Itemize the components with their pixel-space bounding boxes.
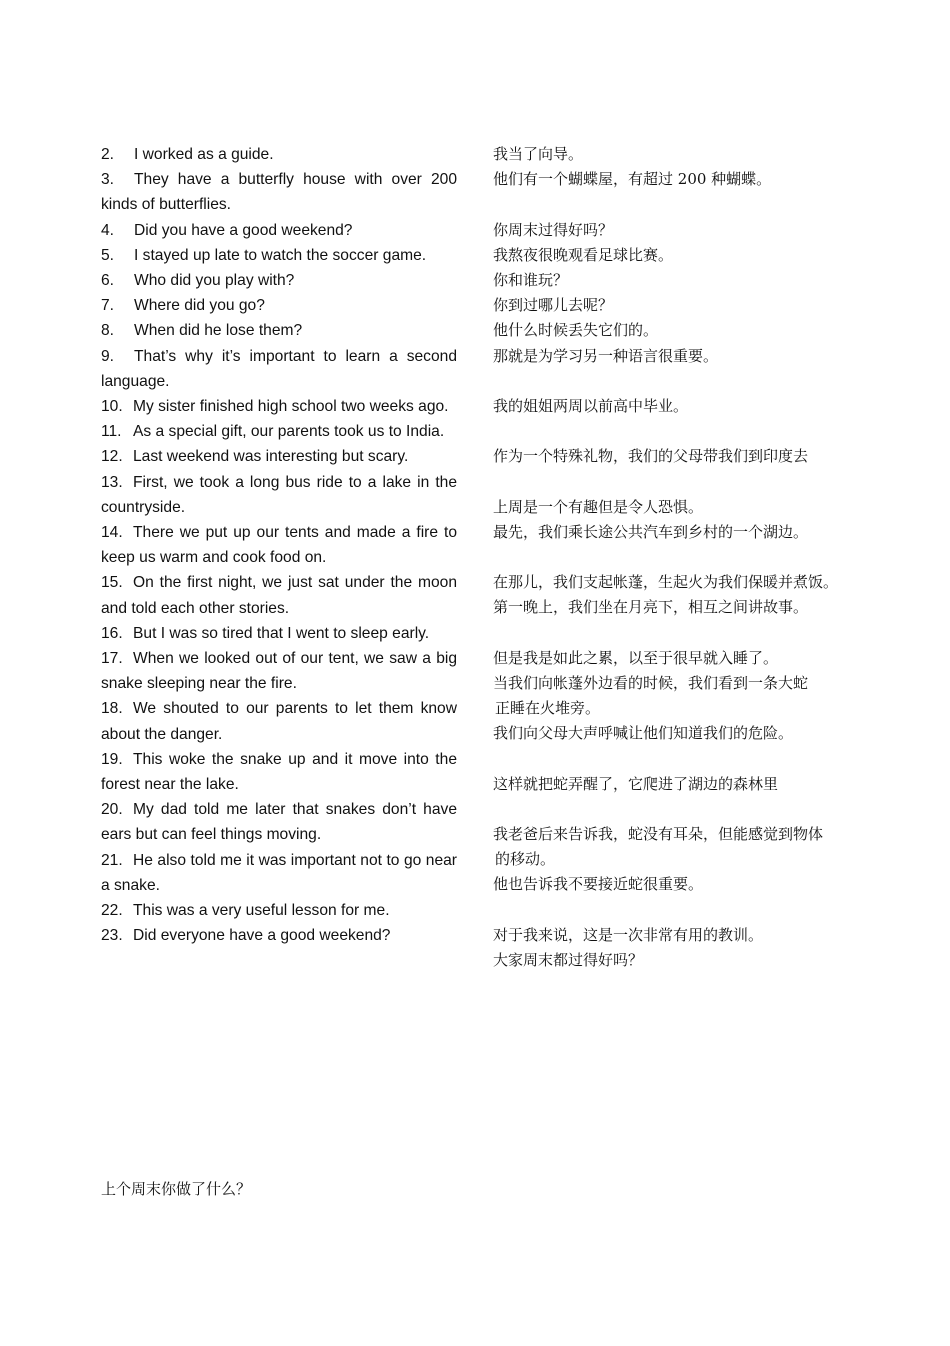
translation-line: 他也告诉我不要接近蛇很重要。 <box>493 875 704 894</box>
translation-line: 你周末过得好吗？ <box>493 220 614 239</box>
english-sentence <box>101 268 457 293</box>
footer-question: 上个周末你做了什么？ <box>101 1180 252 1198</box>
sentence-number: 8. <box>101 322 115 340</box>
sentence-number: 11. <box>101 423 122 441</box>
sentence-number: 22. <box>101 902 123 920</box>
english-sentence <box>101 293 457 318</box>
translation-line: 对于我来说，这是一次非常有用的教训。 <box>493 925 764 944</box>
english-sentence <box>101 696 457 746</box>
translation-line: 作为一个特殊礼物，我们的父母带我们到印度去 <box>493 447 809 466</box>
english-sentence <box>101 923 457 948</box>
sentence-text: We shouted to our parents to let them know about the danger. <box>101 700 457 743</box>
english-sentence-list <box>101 142 457 949</box>
translation-line: 第一晚上，我们坐在月亮下，相互之间讲故事。 <box>493 598 809 617</box>
translation-line <box>493 797 873 822</box>
sentence-text: He also told me it was important not to go near a snake. <box>101 851 457 894</box>
sentence-number: 14. <box>101 524 123 542</box>
english-sentence <box>101 797 457 847</box>
translation-line: 他们有一个蝴蝶屋，有超过 200 种蝴蝶。 <box>493 170 772 189</box>
sentence-text: When we looked out of our tent, we saw a big snake sleeping near the fire. <box>101 650 457 693</box>
sentence-text: I worked as a guide. <box>134 146 274 163</box>
sentence-text: Did everyone have a good weekend? <box>133 927 391 945</box>
sentence-number: 6. <box>101 272 115 290</box>
translation-line: 那就是为学习另一种语言很重要。 <box>493 346 719 365</box>
english-sentence <box>101 747 457 797</box>
sentence-number: 17. <box>101 650 123 668</box>
translation-line <box>493 747 873 772</box>
translation-line <box>493 469 873 494</box>
translation-line: 我老爸后来告诉我，蛇没有耳朵，但能感觉到物体 <box>493 825 824 844</box>
english-sentence <box>101 470 457 520</box>
english-sentence <box>101 344 457 394</box>
english-sentence <box>101 394 457 419</box>
sentence-number: 23. <box>101 927 123 945</box>
sentence-text: There we put up our tents and made a fire to keep us warm and cook food on. <box>101 524 457 567</box>
sentence-text: My sister finished high school two weeks ago. <box>133 398 449 416</box>
sentence-number: 18. <box>101 700 123 718</box>
sentence-number: 13. <box>101 473 123 491</box>
english-sentence <box>101 318 457 343</box>
translation-line: 你到过哪儿去呢？ <box>493 296 614 315</box>
sentence-text: Where did you go? <box>134 297 265 315</box>
sentence-text: This was a very useful lesson for me. <box>133 902 390 920</box>
translation-line: 在那儿，我们支起帐蓬，生起火为我们保暖并煮饭。 <box>493 573 839 592</box>
translation-line: 但是我是如此之累，以至于很早就入睡了。 <box>493 648 779 667</box>
sentence-number: 9. <box>101 347 115 365</box>
english-sentence <box>101 444 457 469</box>
translation-line <box>493 369 873 394</box>
translation-line: 他什么时候丢失它们的。 <box>493 321 659 340</box>
translation-line: 的移动。 <box>495 850 556 869</box>
translation-line <box>493 419 873 444</box>
sentence-text: My dad told me later that snakes don’t have ears but can feel things moving. <box>101 801 457 844</box>
translation-line: 我的姐姐两周以前高中毕业。 <box>493 396 689 415</box>
translation-line: 上周是一个有趣但是令人恐惧。 <box>493 497 704 516</box>
translation-line: 这样就把蛇弄醒了，它爬进了湖边的森林里 <box>493 774 779 793</box>
english-sentence <box>101 570 457 620</box>
sentence-number: 20. <box>101 801 123 819</box>
translation-line: 我当了向导。 <box>493 145 584 163</box>
english-sentence <box>101 243 457 268</box>
sentence-text: As a special gift, our parents took us to India. <box>133 423 445 441</box>
sentence-text: I stayed up late to watch the soccer game. <box>134 246 427 264</box>
sentence-text: Last weekend was interesting but scary. <box>133 448 409 466</box>
sentence-text: Did you have a good weekend? <box>134 221 353 239</box>
english-sentence <box>101 142 457 167</box>
translation-line: 你和谁玩？ <box>493 270 569 289</box>
english-sentence <box>101 520 457 570</box>
translation-line: 大家周末都过得好吗？ <box>493 951 644 969</box>
translation-line <box>493 192 873 217</box>
sentence-text: When did he lose them? <box>134 322 303 340</box>
sentence-number: 3. <box>101 171 115 189</box>
english-sentence <box>101 419 457 444</box>
english-sentence <box>101 898 457 923</box>
sentence-number: 7. <box>101 297 115 315</box>
sentence-number: 12. <box>101 448 123 466</box>
translation-line: 我们向父母大声呼喊让他们知道我们的危险。 <box>493 724 794 743</box>
sentence-number: 2. <box>101 146 115 163</box>
sentence-number: 4. <box>101 221 115 239</box>
translation-line <box>493 545 873 570</box>
sentence-text: First, we took a long bus ride to a lake in the countryside. <box>101 473 457 516</box>
sentence-text: Who did you play with? <box>134 272 295 290</box>
english-sentence <box>101 646 457 696</box>
sentence-text: But I was so tired that I went to sleep early. <box>133 624 430 642</box>
translation-line: 当我们向帐蓬外边看的时候，我们看到一条大蛇 <box>493 673 809 692</box>
sentence-number: 15. <box>101 574 123 592</box>
sentence-number: 21. <box>101 851 123 869</box>
translation-line: 正睡在火堆旁。 <box>495 699 601 718</box>
sentence-text: This woke the snake up and it move into the forest near the lake. <box>101 750 457 794</box>
sentence-text: On the first night, we just sat under the moon and told each other stories. <box>101 574 457 617</box>
translation-line: 最先，我们乘长途公共汽车到乡村的一个湖边。 <box>493 522 809 541</box>
sentence-number: 5. <box>101 246 115 264</box>
english-sentence <box>101 218 457 243</box>
sentence-number: 19. <box>101 750 123 768</box>
sentence-number: 10. <box>101 398 123 416</box>
translation-line <box>493 898 873 923</box>
english-sentence <box>101 167 457 217</box>
english-sentence <box>101 621 457 646</box>
sentence-number: 16. <box>101 624 123 642</box>
translation-line: 我熬夜很晚观看足球比赛。 <box>493 245 674 264</box>
sentence-text: They have a butterfly house with over 200 kinds of butterflies. <box>101 171 457 214</box>
sentence-text: That’s why it’s important to learn a second language. <box>101 347 457 390</box>
english-sentence <box>101 848 457 898</box>
chinese-translation-list <box>493 142 873 973</box>
translation-line <box>493 621 873 646</box>
